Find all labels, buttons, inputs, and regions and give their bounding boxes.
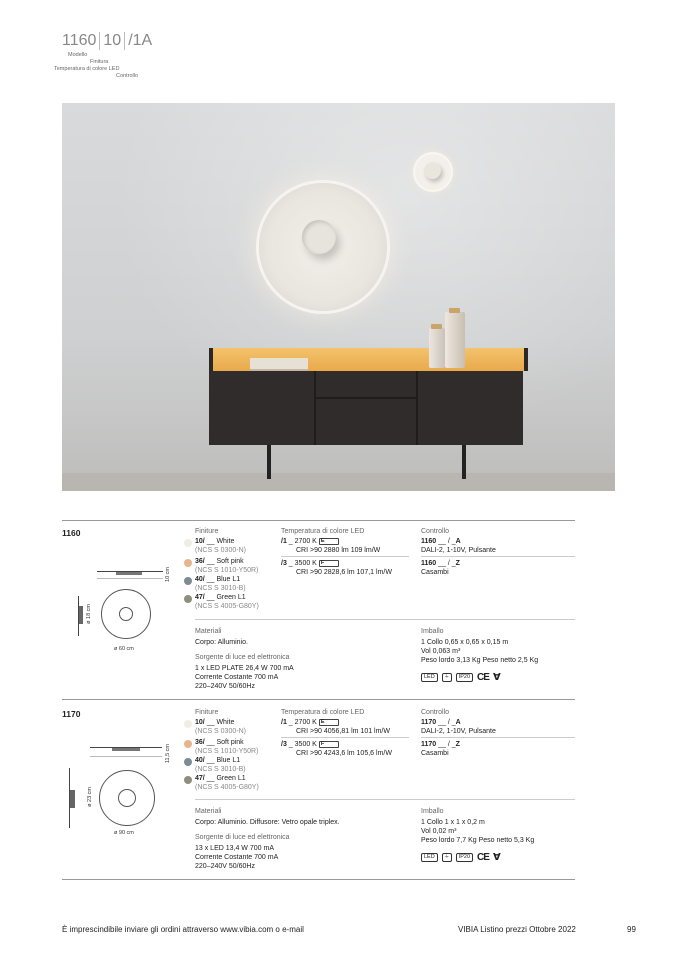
legend-label-model: Modello (68, 52, 88, 58)
control-title: Controllo (421, 528, 450, 535)
finish-swatch-white (184, 720, 192, 728)
packing-title: Imballo (421, 808, 444, 815)
control-a: 1160 __ / _A (421, 538, 461, 545)
finish-ncs: (NCS S 4005-G80Y) (195, 603, 259, 610)
energy-label-icon: F (319, 741, 339, 748)
control-z-desc: Casambi (421, 569, 449, 576)
finish-white: 10/ __ White (195, 719, 235, 726)
control-a: 1170 __ / _A (421, 719, 461, 726)
materials-text: Corpo: Alluminio. (195, 639, 248, 646)
legend-labels (54, 52, 154, 80)
finish-soft-pink: 36/ __ Soft pink (195, 739, 244, 746)
source-line: 220–240V 50/60Hz (195, 683, 255, 690)
packing-line: Peso lordo 3,13 Kg Peso netto 2,5 Kg (421, 657, 539, 664)
page-number: 99 (627, 925, 636, 934)
temp-2700-specs: CRI >90 4056,81 lm 101 lm/W (296, 728, 390, 735)
wall-lamp-small (415, 154, 451, 190)
ce-mark-icon: CE (477, 852, 489, 863)
energy-label-icon: E (319, 538, 339, 545)
finish-swatch-white (184, 539, 192, 547)
ce-mark-icon: CE (477, 672, 489, 683)
temp-2700: /1 _ 2700 K E (281, 718, 339, 727)
control-title: Controllo (421, 709, 450, 716)
code-example (54, 28, 154, 50)
source-line: Corrente Costante 700 mA (195, 854, 279, 861)
finish-ncs: (NCS S 1010-Y50R) (195, 567, 259, 574)
source-title: Sorgente di luce ed elettronica (195, 834, 290, 841)
finish-ncs: (NCS S 0300-N) (195, 728, 246, 735)
ukca-icon: Ɐ (492, 672, 500, 683)
control-a-desc: DALI-2, 1-10V, Pulsante (421, 728, 496, 735)
legend-label-finish: Finitura (90, 59, 109, 65)
finish-blue: 40/ __ Blue L1 (195, 757, 241, 764)
vase (445, 312, 465, 368)
source-line: 1 x LED PLATE 26,4 W 700 mA (195, 665, 294, 672)
section-divider (62, 879, 575, 880)
control-z: 1170 __ / _Z (421, 741, 460, 748)
finish-ncs: (NCS S 3010-B) (195, 585, 246, 592)
section-divider (62, 699, 575, 700)
temp-title: Temperatura di colore LED (281, 528, 365, 535)
source-line: Corrente Costante 700 mA (195, 674, 279, 681)
finish-swatch-blue (184, 758, 192, 766)
class-icon: ⏚ (443, 674, 450, 680)
finish-ncs: (NCS S 4005-G80Y) (195, 784, 259, 791)
energy-label-icon: F (319, 560, 339, 567)
finish-blue: 40/ __ Blue L1 (195, 576, 241, 583)
code-temp-control: /1A (128, 32, 153, 49)
energy-label-icon: E (319, 719, 339, 726)
finish-swatch-soft-pink (184, 740, 192, 748)
finish-swatch-soft-pink (184, 559, 192, 567)
temp-2700-specs: CRI >90 2880 lm 109 lm/W (296, 547, 381, 554)
code-model: 1160 (54, 32, 100, 50)
source-line: 13 x LED 13,4 W 700 mA (195, 845, 274, 852)
led-icon: LED (421, 673, 438, 682)
product-photo (62, 103, 615, 491)
source-title: Sorgente di luce ed elettronica (195, 654, 290, 661)
materials-text: Corpo: Alluminio. Diffusore: Vetro opale triplex. (195, 819, 340, 826)
finish-green: 47/ __ Green L1 (195, 775, 246, 782)
dimension-height: 10 cm (165, 567, 171, 582)
dimension-diameter: ø 60 cm (114, 646, 134, 652)
finish-swatch-blue (184, 577, 192, 585)
finish-ncs: (NCS S 0300-N) (195, 547, 246, 554)
packing-line: Vol 0,063 m³ (421, 648, 461, 655)
temp-title: Temperatura di colore LED (281, 709, 365, 716)
finish-white: 10/ __ White (195, 538, 235, 545)
ukca-icon: Ɐ (492, 852, 500, 863)
model-number: 1170 (62, 709, 81, 719)
temp-3500-specs: CRI >90 2828,6 lm 107,1 lm/W (296, 569, 392, 576)
class-icon: ⏚ (443, 854, 450, 860)
ip20-icon: IP20 (456, 853, 473, 862)
finish-soft-pink: 36/ __ Soft pink (195, 558, 244, 565)
code-finish: 10 (100, 32, 125, 50)
sideboard (209, 371, 523, 445)
packing-title: Imballo (421, 628, 444, 635)
footer-note: È imprescindibile inviare gli ordini attraverso www.vibia.com o e-mail (62, 925, 304, 934)
finishes-title: Finiture (195, 709, 219, 716)
certification-icons (421, 852, 500, 863)
dimension-height: 11,5 cm (165, 744, 171, 764)
source-line: 220–240V 50/60Hz (195, 863, 255, 870)
section-divider (62, 520, 575, 521)
wall-lamp-large (259, 183, 387, 311)
finishes-title: Finiture (195, 528, 219, 535)
temp-3500: /3 _ 3500 K F (281, 559, 339, 568)
finish-green: 47/ __ Green L1 (195, 594, 246, 601)
dimension-side: ø 18 cm (86, 604, 92, 624)
packing-line: 1 Collo 1 x 1 x 0,2 m (421, 819, 485, 826)
finish-swatch-green (184, 776, 192, 784)
legend-label-temp: Temperatura di colore LED (54, 66, 120, 72)
footer-catalog: VIBIA Listino prezzi Ottobre 2022 (458, 925, 576, 934)
dimension-side: ø 23 cm (87, 787, 93, 807)
packing-line: Peso lordo 7,7 Kg Peso netto 5,3 Kg (421, 837, 535, 844)
dimension-diameter: ø 90 cm (114, 830, 134, 836)
control-a-desc: DALI-2, 1-10V, Pulsante (421, 547, 496, 554)
certification-icons (421, 672, 500, 683)
vase (429, 328, 445, 368)
finish-ncs: (NCS S 3010-B) (195, 766, 246, 773)
materials-title: Materiali (195, 808, 222, 815)
control-z-desc: Casambi (421, 750, 449, 757)
temp-2700: /1 _ 2700 K E (281, 537, 339, 546)
materials-title: Materiali (195, 628, 222, 635)
temp-3500: /3 _ 3500 K F (281, 740, 339, 749)
finish-swatch-green (184, 595, 192, 603)
packing-line: Vol 0,02 m³ (421, 828, 457, 835)
legend-label-control: Controllo (116, 73, 139, 79)
code-legend (54, 28, 154, 80)
finish-ncs: (NCS S 1010-Y50R) (195, 748, 259, 755)
temp-3500-specs: CRI >90 4243,6 lm 105,6 lm/W (296, 750, 392, 757)
control-z: 1160 __ / _Z (421, 560, 460, 567)
packing-line: 1 Collo 0,65 x 0,65 x 0,15 m (421, 639, 509, 646)
led-icon: LED (421, 853, 438, 862)
model-number: 1160 (62, 528, 81, 538)
books (250, 358, 308, 371)
ip20-icon: IP20 (456, 673, 473, 682)
